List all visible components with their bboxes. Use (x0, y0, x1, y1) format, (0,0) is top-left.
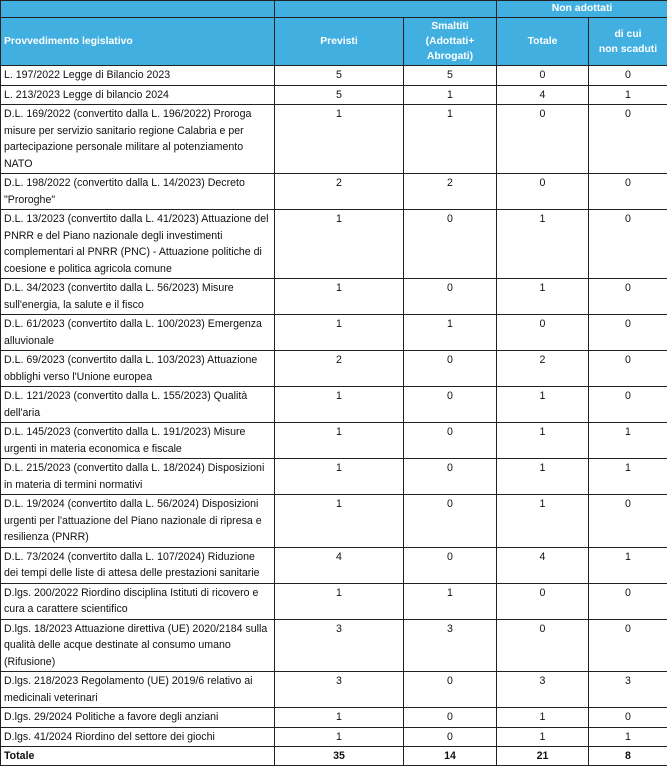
cell-smaltiti: 0 (404, 708, 497, 728)
table-row (1, 315, 667, 351)
cell-non-scaduti: 1 (589, 85, 667, 105)
table-row (1, 279, 667, 315)
cell-totale: 1 (497, 387, 589, 423)
cell-provvedimento: D.lgs. 18/2023 Attuazione direttiva (UE) 2020/2184 sulla qualità delle acque destinate al consumo umano (Rifusione) (1, 619, 275, 672)
cell-provvedimento: D.L. 61/2023 (convertito dalla L. 100/2023) Emergenza alluvionale (1, 315, 275, 351)
cell-previsti: 2 (275, 351, 404, 387)
cell-smaltiti: 0 (404, 459, 497, 495)
header-row (1, 18, 667, 66)
header-non-scaduti-line-1: di cui (614, 29, 641, 40)
cell-previsti: 1 (275, 459, 404, 495)
cell-non-scaduti: 0 (589, 583, 667, 619)
cell-provvedimento: D.L. 19/2024 (convertito dalla L. 56/2024) Disposizioni urgenti per l'attuazione del Piano nazionale di ripresa e resilienza (PNRR) (1, 495, 275, 548)
cell-provvedimento: D.lgs. 41/2024 Riordino del settore dei giochi (1, 727, 275, 747)
table-row (1, 387, 667, 423)
cell-non-scaduti: 1 (589, 459, 667, 495)
cell-previsti: 1 (275, 210, 404, 279)
header-provvedimento: Provvedimento legislativo (1, 18, 275, 66)
cell-provvedimento: D.L. 198/2022 (convertito dalla L. 14/2023) Decreto "Proroghe" (1, 174, 275, 210)
cell-smaltiti: 0 (404, 210, 497, 279)
cell-previsti: 1 (275, 727, 404, 747)
cell-previsti: 1 (275, 105, 404, 174)
cell-totale: 1 (497, 279, 589, 315)
cell-smaltiti: 0 (404, 495, 497, 548)
header-smaltiti (404, 18, 497, 66)
cell-provvedimento: D.L. 73/2024 (convertito dalla L. 107/2024) Riduzione dei tempi delle liste di attesa delle prestazioni sanitarie (1, 547, 275, 583)
cell-smaltiti: 1 (404, 583, 497, 619)
cell-totale: 2 (497, 351, 589, 387)
cell-non-scaduti: 0 (589, 210, 667, 279)
cell-previsti: 1 (275, 495, 404, 548)
total-previsti: 35 (275, 747, 404, 766)
header-smaltiti-line-1: Smaltiti (431, 21, 469, 32)
cell-previsti: 1 (275, 583, 404, 619)
cell-non-scaduti: 0 (589, 66, 667, 86)
header-smaltiti-line-3: Abrogati) (427, 51, 473, 62)
table-row (1, 547, 667, 583)
table-row (1, 423, 667, 459)
cell-non-scaduti: 0 (589, 351, 667, 387)
header-smaltiti-line-2: (Adottati+ (426, 36, 475, 47)
cell-totale: 1 (497, 210, 589, 279)
cell-non-scaduti: 0 (589, 315, 667, 351)
table-row (1, 66, 667, 86)
cell-non-scaduti: 0 (589, 619, 667, 672)
cell-previsti: 2 (275, 174, 404, 210)
cell-non-scaduti: 0 (589, 174, 667, 210)
cell-totale: 0 (497, 105, 589, 174)
cell-non-scaduti: 1 (589, 423, 667, 459)
table-row (1, 210, 667, 279)
table-row (1, 351, 667, 387)
cell-previsti: 1 (275, 387, 404, 423)
header-empty-cell-2 (275, 1, 497, 18)
table-row (1, 727, 667, 747)
cell-non-scaduti: 3 (589, 672, 667, 708)
cell-provvedimento: D.lgs. 200/2022 Riordino disciplina Istituti di ricovero e cura a carattere scientifico (1, 583, 275, 619)
header-non-scaduti (589, 18, 667, 66)
cell-smaltiti: 0 (404, 387, 497, 423)
cell-provvedimento: D.lgs. 29/2024 Politiche a favore degli anziani (1, 708, 275, 728)
cell-totale: 0 (497, 583, 589, 619)
cell-totale: 0 (497, 66, 589, 86)
cell-smaltiti: 0 (404, 727, 497, 747)
cell-smaltiti: 0 (404, 672, 497, 708)
cell-previsti: 1 (275, 708, 404, 728)
cell-totale: 1 (497, 459, 589, 495)
cell-totale: 1 (497, 708, 589, 728)
header-empty-cell (1, 1, 275, 18)
cell-smaltiti: 1 (404, 315, 497, 351)
cell-smaltiti: 0 (404, 423, 497, 459)
header-non-scaduti-line-2: non scaduti (599, 44, 657, 55)
cell-smaltiti: 2 (404, 174, 497, 210)
cell-provvedimento: D.L. 145/2023 (convertito dalla L. 191/2023) Misure urgenti in materia economica e fiscale (1, 423, 275, 459)
cell-provvedimento: D.L. 169/2022 (convertito dalla L. 196/2022) Proroga misure per servizio sanitario regione Calabria e per partecipazione personale militare al potenziamento NATO (1, 105, 275, 174)
cell-smaltiti: 3 (404, 619, 497, 672)
cell-non-scaduti: 0 (589, 708, 667, 728)
cell-totale: 4 (497, 85, 589, 105)
cell-smaltiti: 0 (404, 279, 497, 315)
cell-totale: 1 (497, 727, 589, 747)
cell-provvedimento: L. 197/2022 Legge di Bilancio 2023 (1, 66, 275, 86)
cell-non-scaduti: 0 (589, 105, 667, 174)
table-row (1, 708, 667, 728)
cell-totale: 1 (497, 495, 589, 548)
total-label: Totale (1, 747, 275, 766)
cell-smaltiti: 0 (404, 547, 497, 583)
cell-non-scaduti: 0 (589, 495, 667, 548)
cell-totale: 3 (497, 672, 589, 708)
cell-smaltiti: 1 (404, 85, 497, 105)
cell-previsti: 5 (275, 66, 404, 86)
cell-provvedimento: D.L. 13/2023 (convertito dalla L. 41/2023) Attuazione del PNRR e del Piano nazionale degli investimenti complementari al PNRR (PNC) - Attuazione politiche di coesione e politica agricola comune (1, 210, 275, 279)
header-previsti: Previsti (275, 18, 404, 66)
cell-smaltiti: 5 (404, 66, 497, 86)
cell-previsti: 3 (275, 619, 404, 672)
header-non-adottati: Non adottati (497, 1, 667, 18)
cell-previsti: 5 (275, 85, 404, 105)
total-smaltiti: 14 (404, 747, 497, 766)
cell-provvedimento: D.L. 121/2023 (convertito dalla L. 155/2023) Qualità dell'aria (1, 387, 275, 423)
cell-non-scaduti: 0 (589, 387, 667, 423)
table-row (1, 495, 667, 548)
table-row (1, 672, 667, 708)
cell-provvedimento: D.L. 69/2023 (convertito dalla L. 103/2023) Attuazione obblighi verso l'Unione europea (1, 351, 275, 387)
header-group-row (1, 1, 667, 18)
table-row (1, 583, 667, 619)
cell-non-scaduti: 1 (589, 547, 667, 583)
cell-totale: 4 (497, 547, 589, 583)
table-row (1, 85, 667, 105)
table-row (1, 174, 667, 210)
cell-previsti: 1 (275, 423, 404, 459)
cell-totale: 1 (497, 423, 589, 459)
table-row (1, 619, 667, 672)
cell-previsti: 3 (275, 672, 404, 708)
cell-totale: 0 (497, 174, 589, 210)
total-totale: 21 (497, 747, 589, 766)
cell-provvedimento: D.L. 215/2023 (convertito dalla L. 18/2024) Disposizioni in materia di termini normativi (1, 459, 275, 495)
cell-smaltiti: 1 (404, 105, 497, 174)
total-non-scaduti: 8 (589, 747, 667, 766)
cell-provvedimento: L. 213/2023 Legge di bilancio 2024 (1, 85, 275, 105)
cell-non-scaduti: 0 (589, 279, 667, 315)
cell-previsti: 1 (275, 315, 404, 351)
table-row (1, 105, 667, 174)
cell-previsti: 4 (275, 547, 404, 583)
cell-totale: 0 (497, 619, 589, 672)
cell-provvedimento: D.L. 34/2023 (convertito dalla L. 56/2023) Misure sull'energia, la salute e il fisco (1, 279, 275, 315)
cell-previsti: 1 (275, 279, 404, 315)
cell-provvedimento: D.lgs. 218/2023 Regolamento (UE) 2019/6 relativo ai medicinali veterinari (1, 672, 275, 708)
cell-non-scaduti: 1 (589, 727, 667, 747)
cell-totale: 0 (497, 315, 589, 351)
table-row (1, 459, 667, 495)
cell-smaltiti: 0 (404, 351, 497, 387)
total-row (1, 747, 667, 766)
header-totale: Totale (497, 18, 589, 66)
